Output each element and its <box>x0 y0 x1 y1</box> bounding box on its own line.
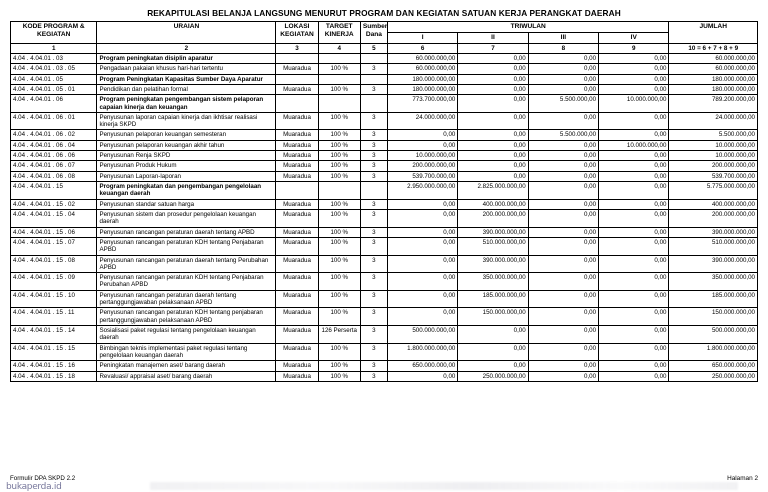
cell-target: 100 % <box>318 273 360 291</box>
cell-sumber-dana: 3 <box>360 64 387 74</box>
cell-triwulan-4: 10.000.000,00 <box>599 140 669 150</box>
cell-triwulan-2: 400.000.000,00 <box>458 199 528 209</box>
table-row <box>11 326 758 344</box>
cell-triwulan-1: 0,00 <box>387 255 457 273</box>
table-row <box>11 290 758 308</box>
cell-triwulan-1: 180.000.000,00 <box>387 74 457 84</box>
cell-triwulan-1: 0,00 <box>387 209 457 227</box>
cell-triwulan-4: 0,00 <box>599 130 669 140</box>
cell-triwulan-4: 0,00 <box>599 84 669 94</box>
cell-kode: 4.04 . 4.04.01 . 15 . 09 <box>11 273 97 291</box>
cell-triwulan-2: 0,00 <box>458 74 528 84</box>
cell-uraian: Penyusunan rancangan peraturan daerah tentang pertanggungjawaban pelaksanaan APBD <box>97 290 276 308</box>
colnum-7: 7 <box>458 43 528 53</box>
cell-kode: 4.04 . 4.04.01 . 06 . 01 <box>11 112 97 130</box>
cell-triwulan-3: 0,00 <box>528 112 598 130</box>
cell-triwulan-2: 350.000.000,00 <box>458 273 528 291</box>
cell-kode: 4.04 . 4.04.01 . 06 . 06 <box>11 151 97 161</box>
cell-sumber-dana: 3 <box>360 84 387 94</box>
cell-triwulan-1: 180.000.000,00 <box>387 84 457 94</box>
cell-sumber-dana: 3 <box>360 130 387 140</box>
cell-target: 100 % <box>318 227 360 237</box>
cell-triwulan-4: 0,00 <box>599 371 669 381</box>
colnum-8: 8 <box>528 43 598 53</box>
form-label: Formulir DPA SKPD 2.2 <box>10 475 76 482</box>
cell-uraian: Penyusunan sistem dan prosedur pengelolaan keuangan daerah <box>97 209 276 227</box>
cell-triwulan-4: 0,00 <box>599 182 669 200</box>
cell-target: 100 % <box>318 199 360 209</box>
cell-triwulan-4: 0,00 <box>599 361 669 371</box>
cell-triwulan-1: 2.950.000.000,00 <box>387 182 457 200</box>
cell-sumber-dana: 3 <box>360 371 387 381</box>
cell-triwulan-1: 0,00 <box>387 273 457 291</box>
cell-lokasi: Muaradua <box>276 130 318 140</box>
cell-target: 100 % <box>318 209 360 227</box>
cell-kode: 4.04 . 4.04.01 . 06 . 04 <box>11 140 97 150</box>
cell-uraian: Pengadaan pakaian khusus hari-hari tertentu <box>97 64 276 74</box>
cell-target: 100 % <box>318 171 360 181</box>
cell-uraian: Program peningkatan disiplin aparatur <box>97 53 276 63</box>
cell-lokasi: Muaradua <box>276 171 318 181</box>
cell-sumber-dana: 3 <box>360 209 387 227</box>
cell-triwulan-3: 0,00 <box>528 227 598 237</box>
cell-jumlah: 60.000.000,00 <box>669 64 758 74</box>
cell-kode: 4.04 . 4.04.01 . 15 . 11 <box>11 308 97 326</box>
cell-target: 100 % <box>318 361 360 371</box>
cell-target: 100 % <box>318 290 360 308</box>
cell-triwulan-2: 510.000.000,00 <box>458 237 528 255</box>
cell-uraian: Peningkatan manajemen aset/ barang daerah <box>97 361 276 371</box>
cell-triwulan-2: 0,00 <box>458 84 528 94</box>
cell-jumlah: 5.775.000.000,00 <box>669 182 758 200</box>
cell-triwulan-4: 10.000.000,00 <box>599 95 669 113</box>
cell-uraian: Program peningkatan dan pengembangan pengelolaan keuangan daerah <box>97 182 276 200</box>
cell-kode: 4.04 . 4.04.01 . 06 . 08 <box>11 171 97 181</box>
cell-jumlah: 5.500.000,00 <box>669 130 758 140</box>
table-row <box>11 84 758 94</box>
table-body <box>11 53 758 381</box>
cell-triwulan-3: 0,00 <box>528 171 598 181</box>
cell-lokasi: Muaradua <box>276 227 318 237</box>
cell-triwulan-4: 0,00 <box>599 151 669 161</box>
cell-jumlah: 500.000.000,00 <box>669 326 758 344</box>
cell-lokasi: Muaradua <box>276 361 318 371</box>
cell-sumber-dana <box>360 95 387 113</box>
table-row <box>11 140 758 150</box>
cell-triwulan-1: 0,00 <box>387 130 457 140</box>
cell-target: 100 % <box>318 371 360 381</box>
cell-lokasi <box>276 95 318 113</box>
page-number: Halaman 2 <box>727 475 758 482</box>
table-row <box>11 209 758 227</box>
cell-sumber-dana: 3 <box>360 273 387 291</box>
cell-target: 126 Perserta <box>318 326 360 344</box>
cell-triwulan-4: 0,00 <box>599 74 669 84</box>
cell-target <box>318 53 360 63</box>
cell-triwulan-2: 150.000.000,00 <box>458 308 528 326</box>
cell-triwulan-2: 0,00 <box>458 361 528 371</box>
cell-lokasi: Muaradua <box>276 199 318 209</box>
cell-kode: 4.04 . 4.04.01 . 15 . 04 <box>11 209 97 227</box>
cell-kode: 4.04 . 4.04.01 . 05 <box>11 74 97 84</box>
cell-lokasi: Muaradua <box>276 343 318 361</box>
cell-kode: 4.04 . 4.04.01 . 15 . 07 <box>11 237 97 255</box>
cell-triwulan-2: 0,00 <box>458 171 528 181</box>
cell-triwulan-2: 0,00 <box>458 140 528 150</box>
table-row <box>11 199 758 209</box>
cell-lokasi: Muaradua <box>276 64 318 74</box>
col-triwulan-4: IV <box>599 32 669 43</box>
cell-triwulan-2: 0,00 <box>458 53 528 63</box>
cell-jumlah: 650.000.000,00 <box>669 361 758 371</box>
colnum-4: 4 <box>318 43 360 53</box>
cell-uraian: Penyusunan standar satuan harga <box>97 199 276 209</box>
cell-triwulan-4: 0,00 <box>599 290 669 308</box>
cell-lokasi <box>276 74 318 84</box>
cell-kode: 4.04 . 4.04.01 . 15 . 15 <box>11 343 97 361</box>
cell-uraian: Bimbingan teknis implementasi paket regulasi tentang pengelolaan keuangan daerah <box>97 343 276 361</box>
cell-kode: 4.04 . 4.04.01 . 03 <box>11 53 97 63</box>
cell-target: 100 % <box>318 161 360 171</box>
cell-triwulan-4: 0,00 <box>599 209 669 227</box>
cell-triwulan-2: 390.000.000,00 <box>458 255 528 273</box>
col-target: TARGET KINERJA <box>318 22 360 44</box>
cell-lokasi: Muaradua <box>276 308 318 326</box>
cell-triwulan-1: 1.800.000.000,00 <box>387 343 457 361</box>
cell-triwulan-2: 250.000.000,00 <box>458 371 528 381</box>
colnum-10: 10 = 6 + 7 + 8 + 9 <box>669 43 758 53</box>
cell-jumlah: 1.800.000.000,00 <box>669 343 758 361</box>
cell-triwulan-2: 0,00 <box>458 95 528 113</box>
rekapitulasi-table <box>10 21 758 382</box>
cell-triwulan-2: 0,00 <box>458 130 528 140</box>
cell-triwulan-1: 60.000.000,00 <box>387 53 457 63</box>
cell-lokasi: Muaradua <box>276 237 318 255</box>
cell-uraian: Penyusunan rancangan peraturan daerah tentang APBD <box>97 227 276 237</box>
colnum-2: 2 <box>97 43 276 53</box>
cell-triwulan-2: 185.000.000,00 <box>458 290 528 308</box>
cell-lokasi: Muaradua <box>276 290 318 308</box>
cell-target: 100 % <box>318 130 360 140</box>
cell-triwulan-1: 200.000.000,00 <box>387 161 457 171</box>
cell-triwulan-3: 0,00 <box>528 308 598 326</box>
cell-sumber-dana: 3 <box>360 171 387 181</box>
watermark-stamp: bukaperda.id <box>6 482 62 492</box>
cell-sumber-dana: 3 <box>360 255 387 273</box>
col-sumber-dana: Sumber Dana <box>360 22 387 44</box>
cell-sumber-dana: 3 <box>360 151 387 161</box>
colnum-3: 3 <box>276 43 318 53</box>
cell-triwulan-4: 0,00 <box>599 343 669 361</box>
cell-target: 100 % <box>318 84 360 94</box>
cell-triwulan-4: 0,00 <box>599 112 669 130</box>
cell-triwulan-3: 0,00 <box>528 161 598 171</box>
colnum-9: 9 <box>599 43 669 53</box>
col-triwulan-3: III <box>528 32 598 43</box>
cell-triwulan-2: 0,00 <box>458 343 528 361</box>
cell-jumlah: 24.000.000,00 <box>669 112 758 130</box>
cell-kode: 4.04 . 4.04.01 . 15 . 14 <box>11 326 97 344</box>
col-triwulan-1: I <box>387 32 457 43</box>
cell-kode: 4.04 . 4.04.01 . 15 . 10 <box>11 290 97 308</box>
cell-uraian: Program peningkatan pengembangan sistem pelaporan capaian kinerja dan keuangan <box>97 95 276 113</box>
cell-jumlah: 390.000.000,00 <box>669 255 758 273</box>
cell-triwulan-4: 0,00 <box>599 227 669 237</box>
cell-jumlah: 250.000.000,00 <box>669 371 758 381</box>
cell-triwulan-2: 0,00 <box>458 326 528 344</box>
cell-triwulan-3: 0,00 <box>528 140 598 150</box>
cell-lokasi: Muaradua <box>276 371 318 381</box>
cell-jumlah: 10.000.000,00 <box>669 140 758 150</box>
cell-sumber-dana: 3 <box>360 290 387 308</box>
cell-lokasi: Muaradua <box>276 326 318 344</box>
col-uraian: URAIAN <box>97 22 276 44</box>
cell-jumlah: 180.000.000,00 <box>669 84 758 94</box>
colnum-6: 6 <box>387 43 457 53</box>
cell-lokasi: Muaradua <box>276 151 318 161</box>
cell-uraian: Penyusunan laporan capaian kinerja dan ikhtisar realisasi kinerja SKPD <box>97 112 276 130</box>
table-row <box>11 64 758 74</box>
cell-kode: 4.04 . 4.04.01 . 15 . 06 <box>11 227 97 237</box>
cell-triwulan-1: 0,00 <box>387 290 457 308</box>
cell-jumlah: 350.000.000,00 <box>669 273 758 291</box>
cell-triwulan-1: 0,00 <box>387 199 457 209</box>
cell-triwulan-3: 0,00 <box>528 290 598 308</box>
cell-triwulan-4: 0,00 <box>599 171 669 181</box>
cell-triwulan-2: 0,00 <box>458 64 528 74</box>
cell-uraian: Penyusunan rancangan peraturan KDH tentang penjabaran pertanggungjawaban pelaksanaan APBD <box>97 308 276 326</box>
cell-triwulan-2: 390.000.000,00 <box>458 227 528 237</box>
cell-triwulan-2: 2.825.000.000,00 <box>458 182 528 200</box>
cell-target: 100 % <box>318 237 360 255</box>
page-footer <box>10 475 758 482</box>
cell-uraian: Pendidikan dan pelatihan formal <box>97 84 276 94</box>
cell-target <box>318 182 360 200</box>
table-row <box>11 182 758 200</box>
cell-sumber-dana: 3 <box>360 237 387 255</box>
col-triwulan: TRIWULAN <box>387 22 668 33</box>
cell-triwulan-1: 539.700.000,00 <box>387 171 457 181</box>
cell-triwulan-3: 0,00 <box>528 371 598 381</box>
cell-jumlah: 60.000.000,00 <box>669 53 758 63</box>
cell-jumlah: 150.000.000,00 <box>669 308 758 326</box>
cell-lokasi: Muaradua <box>276 209 318 227</box>
cell-uraian: Penyusunan rancangan peraturan KDH tentang Penjabaran Perubahan APBD <box>97 273 276 291</box>
table-row <box>11 130 758 140</box>
col-lokasi: LOKASI KEGIATAN <box>276 22 318 44</box>
colnum-1: 1 <box>11 43 97 53</box>
cell-triwulan-1: 0,00 <box>387 371 457 381</box>
cell-sumber-dana: 3 <box>360 361 387 371</box>
header-row-labels <box>11 22 758 33</box>
cell-triwulan-2: 200.000.000,00 <box>458 209 528 227</box>
cell-target: 100 % <box>318 343 360 361</box>
cell-triwulan-1: 10.000.000,00 <box>387 151 457 161</box>
table-row <box>11 227 758 237</box>
cell-triwulan-1: 60.000.000,00 <box>387 64 457 74</box>
cell-kode: 4.04 . 4.04.01 . 06 . 07 <box>11 161 97 171</box>
cell-triwulan-1: 650.000.000,00 <box>387 361 457 371</box>
cell-sumber-dana <box>360 182 387 200</box>
cell-triwulan-3: 0,00 <box>528 255 598 273</box>
colnum-5: 5 <box>360 43 387 53</box>
cell-kode: 4.04 . 4.04.01 . 15 . 02 <box>11 199 97 209</box>
cell-sumber-dana: 3 <box>360 308 387 326</box>
cell-triwulan-3: 0,00 <box>528 199 598 209</box>
cell-target: 100 % <box>318 151 360 161</box>
cell-sumber-dana: 3 <box>360 112 387 130</box>
cell-uraian: Sosialisasi paket regulasi tentang pengelolaan keuangan daerah <box>97 326 276 344</box>
cell-lokasi <box>276 182 318 200</box>
cell-triwulan-1: 0,00 <box>387 140 457 150</box>
cell-triwulan-4: 0,00 <box>599 308 669 326</box>
cell-triwulan-4: 0,00 <box>599 255 669 273</box>
cell-target: 100 % <box>318 64 360 74</box>
cell-triwulan-3: 0,00 <box>528 74 598 84</box>
cell-sumber-dana: 3 <box>360 140 387 150</box>
cell-kode: 4.04 . 4.04.01 . 05 . 01 <box>11 84 97 94</box>
cell-target <box>318 95 360 113</box>
header-row-numbers <box>11 43 758 53</box>
table-row <box>11 95 758 113</box>
cell-triwulan-3: 0,00 <box>528 84 598 94</box>
table-row <box>11 255 758 273</box>
cell-kode: 4.04 . 4.04.01 . 06 . 02 <box>11 130 97 140</box>
col-triwulan-2: II <box>458 32 528 43</box>
cell-target: 100 % <box>318 308 360 326</box>
cell-kode: 4.04 . 4.04.01 . 15 . 08 <box>11 255 97 273</box>
table-row <box>11 308 758 326</box>
cell-jumlah: 180.000.000,00 <box>669 74 758 84</box>
table-row <box>11 151 758 161</box>
cell-target: 100 % <box>318 140 360 150</box>
cell-sumber-dana <box>360 74 387 84</box>
col-kode: KODE PROGRAM & KEGIATAN <box>11 22 97 44</box>
cell-jumlah: 185.000.000,00 <box>669 290 758 308</box>
cell-triwulan-1: 773.700.000,00 <box>387 95 457 113</box>
cell-uraian: Program Peningkatan Kapasitas Sumber Daya Aparatur <box>97 74 276 84</box>
cell-jumlah: 200.000.000,00 <box>669 209 758 227</box>
cell-triwulan-4: 0,00 <box>599 326 669 344</box>
table-row <box>11 237 758 255</box>
cell-lokasi: Muaradua <box>276 273 318 291</box>
cell-lokasi: Muaradua <box>276 161 318 171</box>
cell-jumlah: 400.000.000,00 <box>669 199 758 209</box>
cell-jumlah: 789.200.000,00 <box>669 95 758 113</box>
cell-target <box>318 74 360 84</box>
table-row <box>11 343 758 361</box>
table-row <box>11 112 758 130</box>
cell-triwulan-4: 0,00 <box>599 53 669 63</box>
cell-kode: 4.04 . 4.04.01 . 15 . 18 <box>11 371 97 381</box>
cell-triwulan-3: 0,00 <box>528 343 598 361</box>
cell-jumlah: 510.000.000,00 <box>669 237 758 255</box>
cell-triwulan-4: 0,00 <box>599 161 669 171</box>
cell-lokasi: Muaradua <box>276 255 318 273</box>
table-row <box>11 161 758 171</box>
cell-sumber-dana <box>360 53 387 63</box>
cell-lokasi: Muaradua <box>276 84 318 94</box>
cell-triwulan-3: 0,00 <box>528 53 598 63</box>
cell-triwulan-3: 0,00 <box>528 273 598 291</box>
cell-triwulan-3: 0,00 <box>528 326 598 344</box>
table-row <box>11 53 758 63</box>
cell-triwulan-2: 0,00 <box>458 151 528 161</box>
table-row <box>11 273 758 291</box>
cell-triwulan-3: 0,00 <box>528 209 598 227</box>
cell-lokasi <box>276 53 318 63</box>
cell-uraian: Penyusunan pelaporan keuangan semesteran <box>97 130 276 140</box>
cell-jumlah: 390.000.000,00 <box>669 227 758 237</box>
cell-kode: 4.04 . 4.04.01 . 15 . 16 <box>11 361 97 371</box>
cell-sumber-dana: 3 <box>360 343 387 361</box>
cell-triwulan-4: 0,00 <box>599 64 669 74</box>
cell-triwulan-1: 0,00 <box>387 308 457 326</box>
cell-triwulan-3: 5.500.000,00 <box>528 130 598 140</box>
cell-kode: 4.04 . 4.04.01 . 15 <box>11 182 97 200</box>
cell-kode: 4.04 . 4.04.01 . 06 <box>11 95 97 113</box>
page-title: REKAPITULASI BELANJA LANGSUNG MENURUT PROGRAM DAN KEGIATAN SATUAN KERJA PERANGKAT DAERAH <box>147 8 621 18</box>
cell-uraian: Penyusunan Produk Hukum <box>97 161 276 171</box>
cell-triwulan-1: 500.000.000,00 <box>387 326 457 344</box>
cell-triwulan-1: 0,00 <box>387 237 457 255</box>
cell-uraian: Penyusunan Laporan-laporan <box>97 171 276 181</box>
cell-uraian: Penyusunan pelaporan keuangan akhir tahun <box>97 140 276 150</box>
cell-triwulan-3: 0,00 <box>528 361 598 371</box>
cell-uraian: Revaluasi/ appraisal aset/ barang daerah <box>97 371 276 381</box>
scan-smudge <box>150 482 738 490</box>
cell-triwulan-3: 0,00 <box>528 237 598 255</box>
table-row <box>11 361 758 371</box>
cell-triwulan-2: 0,00 <box>458 112 528 130</box>
cell-jumlah: 539.700.000,00 <box>669 171 758 181</box>
table-row <box>11 74 758 84</box>
cell-triwulan-3: 0,00 <box>528 151 598 161</box>
cell-triwulan-4: 0,00 <box>599 199 669 209</box>
cell-triwulan-1: 0,00 <box>387 227 457 237</box>
cell-triwulan-3: 0,00 <box>528 64 598 74</box>
cell-jumlah: 200.000.000,00 <box>669 161 758 171</box>
cell-sumber-dana: 3 <box>360 199 387 209</box>
cell-lokasi: Muaradua <box>276 140 318 150</box>
cell-triwulan-4: 0,00 <box>599 273 669 291</box>
cell-sumber-dana: 3 <box>360 326 387 344</box>
cell-sumber-dana: 3 <box>360 161 387 171</box>
cell-triwulan-2: 0,00 <box>458 161 528 171</box>
col-jumlah: JUMLAH <box>669 22 758 44</box>
cell-uraian: Penyusunan Renja SKPD <box>97 151 276 161</box>
cell-triwulan-4: 0,00 <box>599 237 669 255</box>
cell-triwulan-1: 24.000.000,00 <box>387 112 457 130</box>
cell-target: 100 % <box>318 255 360 273</box>
cell-triwulan-3: 5.500.000,00 <box>528 95 598 113</box>
cell-target: 100 % <box>318 112 360 130</box>
cell-lokasi: Muaradua <box>276 112 318 130</box>
table-row <box>11 171 758 181</box>
table-row <box>11 371 758 381</box>
cell-uraian: Penyusunan rancangan peraturan KDH tentang Penjabaran APBD <box>97 237 276 255</box>
cell-kode: 4.04 . 4.04.01 . 03 . 05 <box>11 64 97 74</box>
table-head <box>11 22 758 54</box>
cell-uraian: Penyusunan rancangan peraturan daerah tentang Perubahan APBD <box>97 255 276 273</box>
cell-jumlah: 10.000.000,00 <box>669 151 758 161</box>
cell-triwulan-3: 0,00 <box>528 182 598 200</box>
cell-sumber-dana: 3 <box>360 227 387 237</box>
